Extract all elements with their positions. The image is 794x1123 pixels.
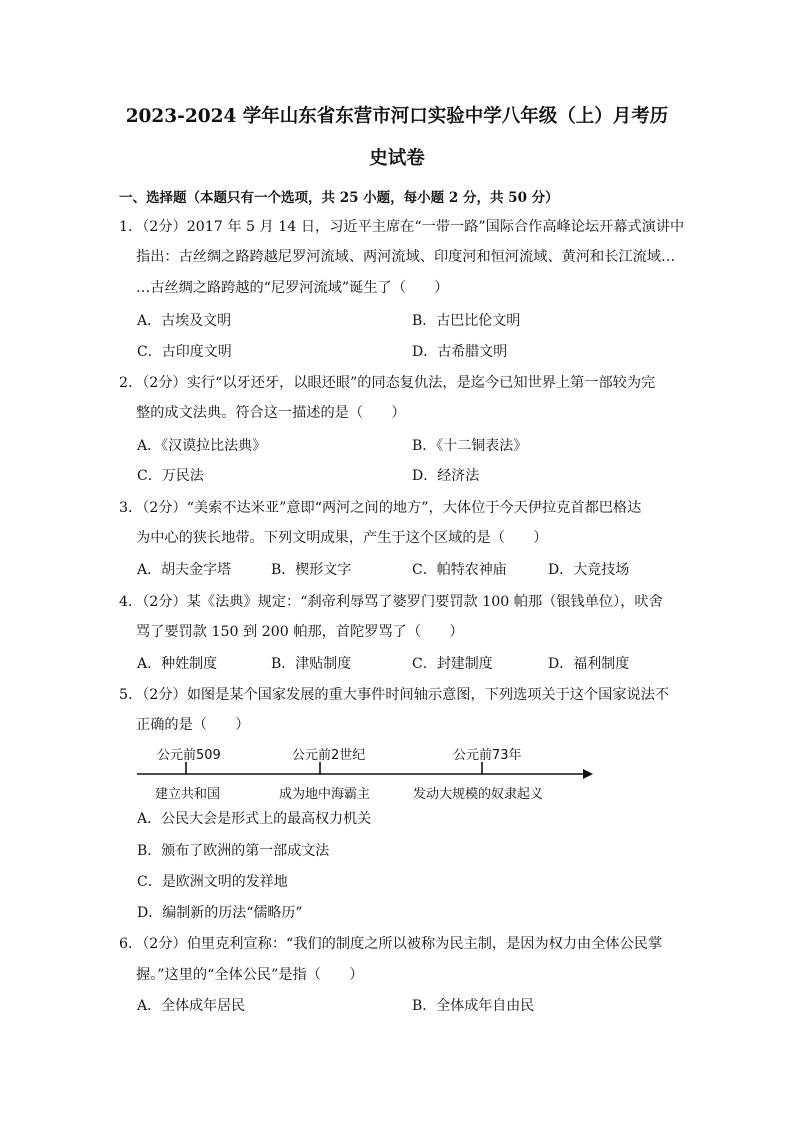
question-3-option-d: D．大竞技场 (548, 562, 630, 578)
question-4-option-d: D．福利制度 (548, 656, 630, 672)
question-1-option-d: D．古希腊文明 (412, 344, 508, 360)
section-heading: 一、选择题（本题只有一个选项，共 25 小题，每小题 2 分，共 50 分） (119, 190, 559, 206)
question-1-option-b: B．古巴比伦文明 (412, 313, 521, 329)
timeline-date-1: 公元前509 (157, 748, 221, 763)
question-6-option-b: B．全体成年自由民 (412, 998, 535, 1014)
question-2-option-b: B．《十二铜表法》 (412, 438, 528, 454)
question-1-option-c: C．古印度文明 (137, 344, 232, 360)
timeline-diagram (137, 742, 597, 802)
question-4-option-a: A．种姓制度 (137, 656, 218, 672)
timeline-event-3: 发动大规模的奴隶起义 (413, 787, 544, 802)
timeline-arrow-icon (583, 769, 593, 779)
question-5-option-a: A．公民大会是形式上的最高权力机关 (137, 811, 372, 827)
timeline-date-3: 公元前73年 (453, 748, 522, 763)
timeline-date-2: 公元前2世纪 (292, 748, 366, 763)
question-3-option-c: C．帕特农神庙 (412, 562, 507, 578)
question-6-stem-line1: 6．（2分）伯里克利宣称：“我们的制度之所以被称为民主制，是因为权力由全体公民掌 (119, 936, 663, 952)
question-3-stem-line2: 为中心的狭长地带。下列文明成果，产生于这个区域的是（ ） (136, 530, 548, 546)
question-2-option-d: D．经济法 (412, 468, 480, 484)
question-2-option-a: A．《汉谟拉比法典》 (137, 438, 267, 454)
question-5-option-d: D．编制新的历法“儒略历” (137, 905, 303, 921)
question-6-option-a: A．全体成年居民 (137, 998, 246, 1014)
question-3-option-b: B．楔形文字 (271, 562, 352, 578)
timeline-event-1: 建立共和国 (155, 787, 221, 802)
question-4-stem-line1: 4．（2分）某《法典》规定：“刹帝利辱骂了婆罗门要罚款 100 帕那（银钱单位），吠舍 (119, 594, 663, 610)
question-1-option-a: A．古埃及文明 (137, 313, 232, 329)
question-1-stem-line2: 指出：古丝绸之路跨越尼罗河流域、两河流域、印度河和恒河流域、黄河和长江流域… (136, 249, 676, 265)
question-5-option-b: B．颁布了欧洲的第一部成文法 (137, 843, 330, 859)
exam-title-line2: 史试卷 (369, 148, 425, 169)
question-2-stem-line1: 2．（2分）实行“以牙还牙，以眼还眼”的同态复仇法，是迄今已知世界上第一部较为完 (119, 375, 656, 391)
question-5-stem-line2: 正确的是（ ） (136, 717, 250, 733)
question-2-option-c: C．万民法 (137, 468, 204, 484)
question-1-stem-line1: 1．（2分）2017 年 5 月 14 日，习近平主席在“一带一路”国际合作高峰论坛开幕式演讲中 (119, 219, 685, 235)
question-2-stem-line2: 整的成文法典。符合这一描述的是（ ） (136, 405, 406, 421)
question-5-stem-line1: 5．（2分）如图是某个国家发展的重大事件时间轴示意图，下列选项关于这个国家说法不 (119, 687, 670, 703)
question-3-option-a: A．胡夫金字塔 (137, 562, 232, 578)
question-4-option-b: B．津贴制度 (271, 656, 352, 672)
question-5-option-c: C．是欧洲文明的发祥地 (137, 874, 288, 890)
question-4-option-c: C．封建制度 (412, 656, 493, 672)
timeline-event-2: 成为地中海霸主 (279, 787, 371, 802)
question-3-stem-line1: 3．（2分）“美索不达米亚”意即“两河之间的地方”，大体位于今天伊拉克首都巴格达 (119, 500, 642, 516)
question-6-stem-line2: 握。”这里的“全体公民”是指（ ） (136, 967, 364, 983)
question-1-stem-line3: …古丝绸之路跨越的“尼罗河流域”诞生了（ ） (136, 280, 449, 296)
question-4-stem-line2: 骂了要罚款 150 到 200 帕那，首陀罗骂了（ ） (136, 624, 464, 640)
exam-title-line1: 2023-2024 学年山东省东营市河口实验中学八年级（上）月考历 (125, 106, 669, 127)
